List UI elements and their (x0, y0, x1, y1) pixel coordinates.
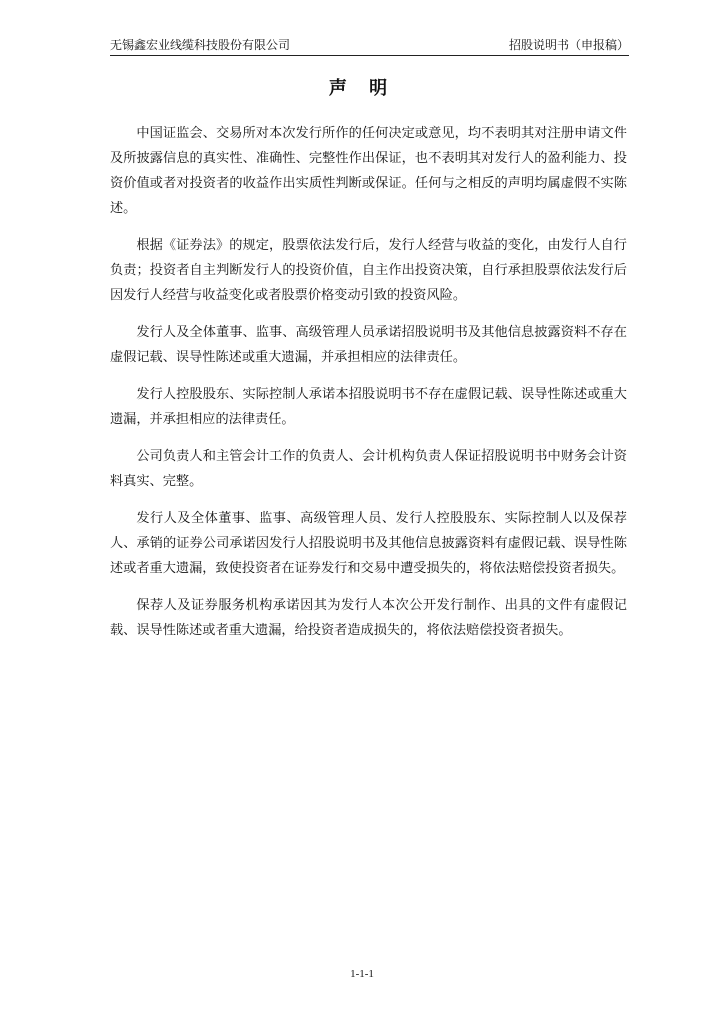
page-title: 声 明 (328, 78, 396, 99)
declaration-body (110, 121, 627, 655)
paragraph-sponsor-commitment: 保荐人及证券服务机构承诺因其为发行人本次公开发行制作、出具的文件有虚假记载、误导性陈述或者重大遗漏，给投资者造成损失的，将依法赔偿投资者损失。 (110, 598, 627, 638)
paragraph-controller-commitment: 发行人控股股东、实际控制人承诺本招股说明书不存在虚假记载、误导性陈述或重大遗漏，并承担相应的法律责任。 (110, 387, 627, 427)
paragraph-compensation-commitment: 发行人及全体董事、监事、高级管理人员、发行人控股股东、实际控制人以及保荐人、承销的证券公司承诺因发行人招股说明书及其他信息披露资料有虚假记载、误导性陈述或者重大遗漏，致使投资者在证券发行和交易中遭受损失的，将依法赔偿投资者损失。 (110, 511, 627, 576)
paragraph-securities-law: 根据《证券法》的规定，股票依法发行后，发行人经营与收益的变化，由发行人自行负责；投资者自主判断发行人的投资价值，自主作出投资决策，自行承担股票依法发行后因发行人经营与收益变化或者股票价格变动引致的投资风险。 (110, 238, 627, 303)
page-number: 1-1-1 (350, 968, 374, 980)
paragraph-csrc-disclaimer: 中国证监会、交易所对本次发行所作的任何决定或意见，均不表明其对注册申请文件及所披露信息的真实性、准确性、完整性作出保证，也不表明其对发行人的盈利能力、投资价值或者对投资者的收益作出实质性判断或保证。任何与之相反的声明均属虚假不实陈述。 (110, 126, 627, 216)
header-divider (110, 55, 629, 56)
header-document-type: 招股说明书（申报稿） (508, 38, 629, 52)
header-company-name: 无锡鑫宏业线缆科技股份有限公司 (110, 38, 291, 52)
paragraph-directors-commitment: 发行人及全体董事、监事、高级管理人员承诺招股说明书及其他信息披露资料不存在虚假记载、误导性陈述或重大遗漏，并承担相应的法律责任。 (110, 325, 627, 365)
paragraph-financial-guarantee: 公司负责人和主管会计工作的负责人、会计机构负责人保证招股说明书中财务会计资料真实、完整。 (110, 449, 627, 489)
page-header (110, 36, 629, 54)
